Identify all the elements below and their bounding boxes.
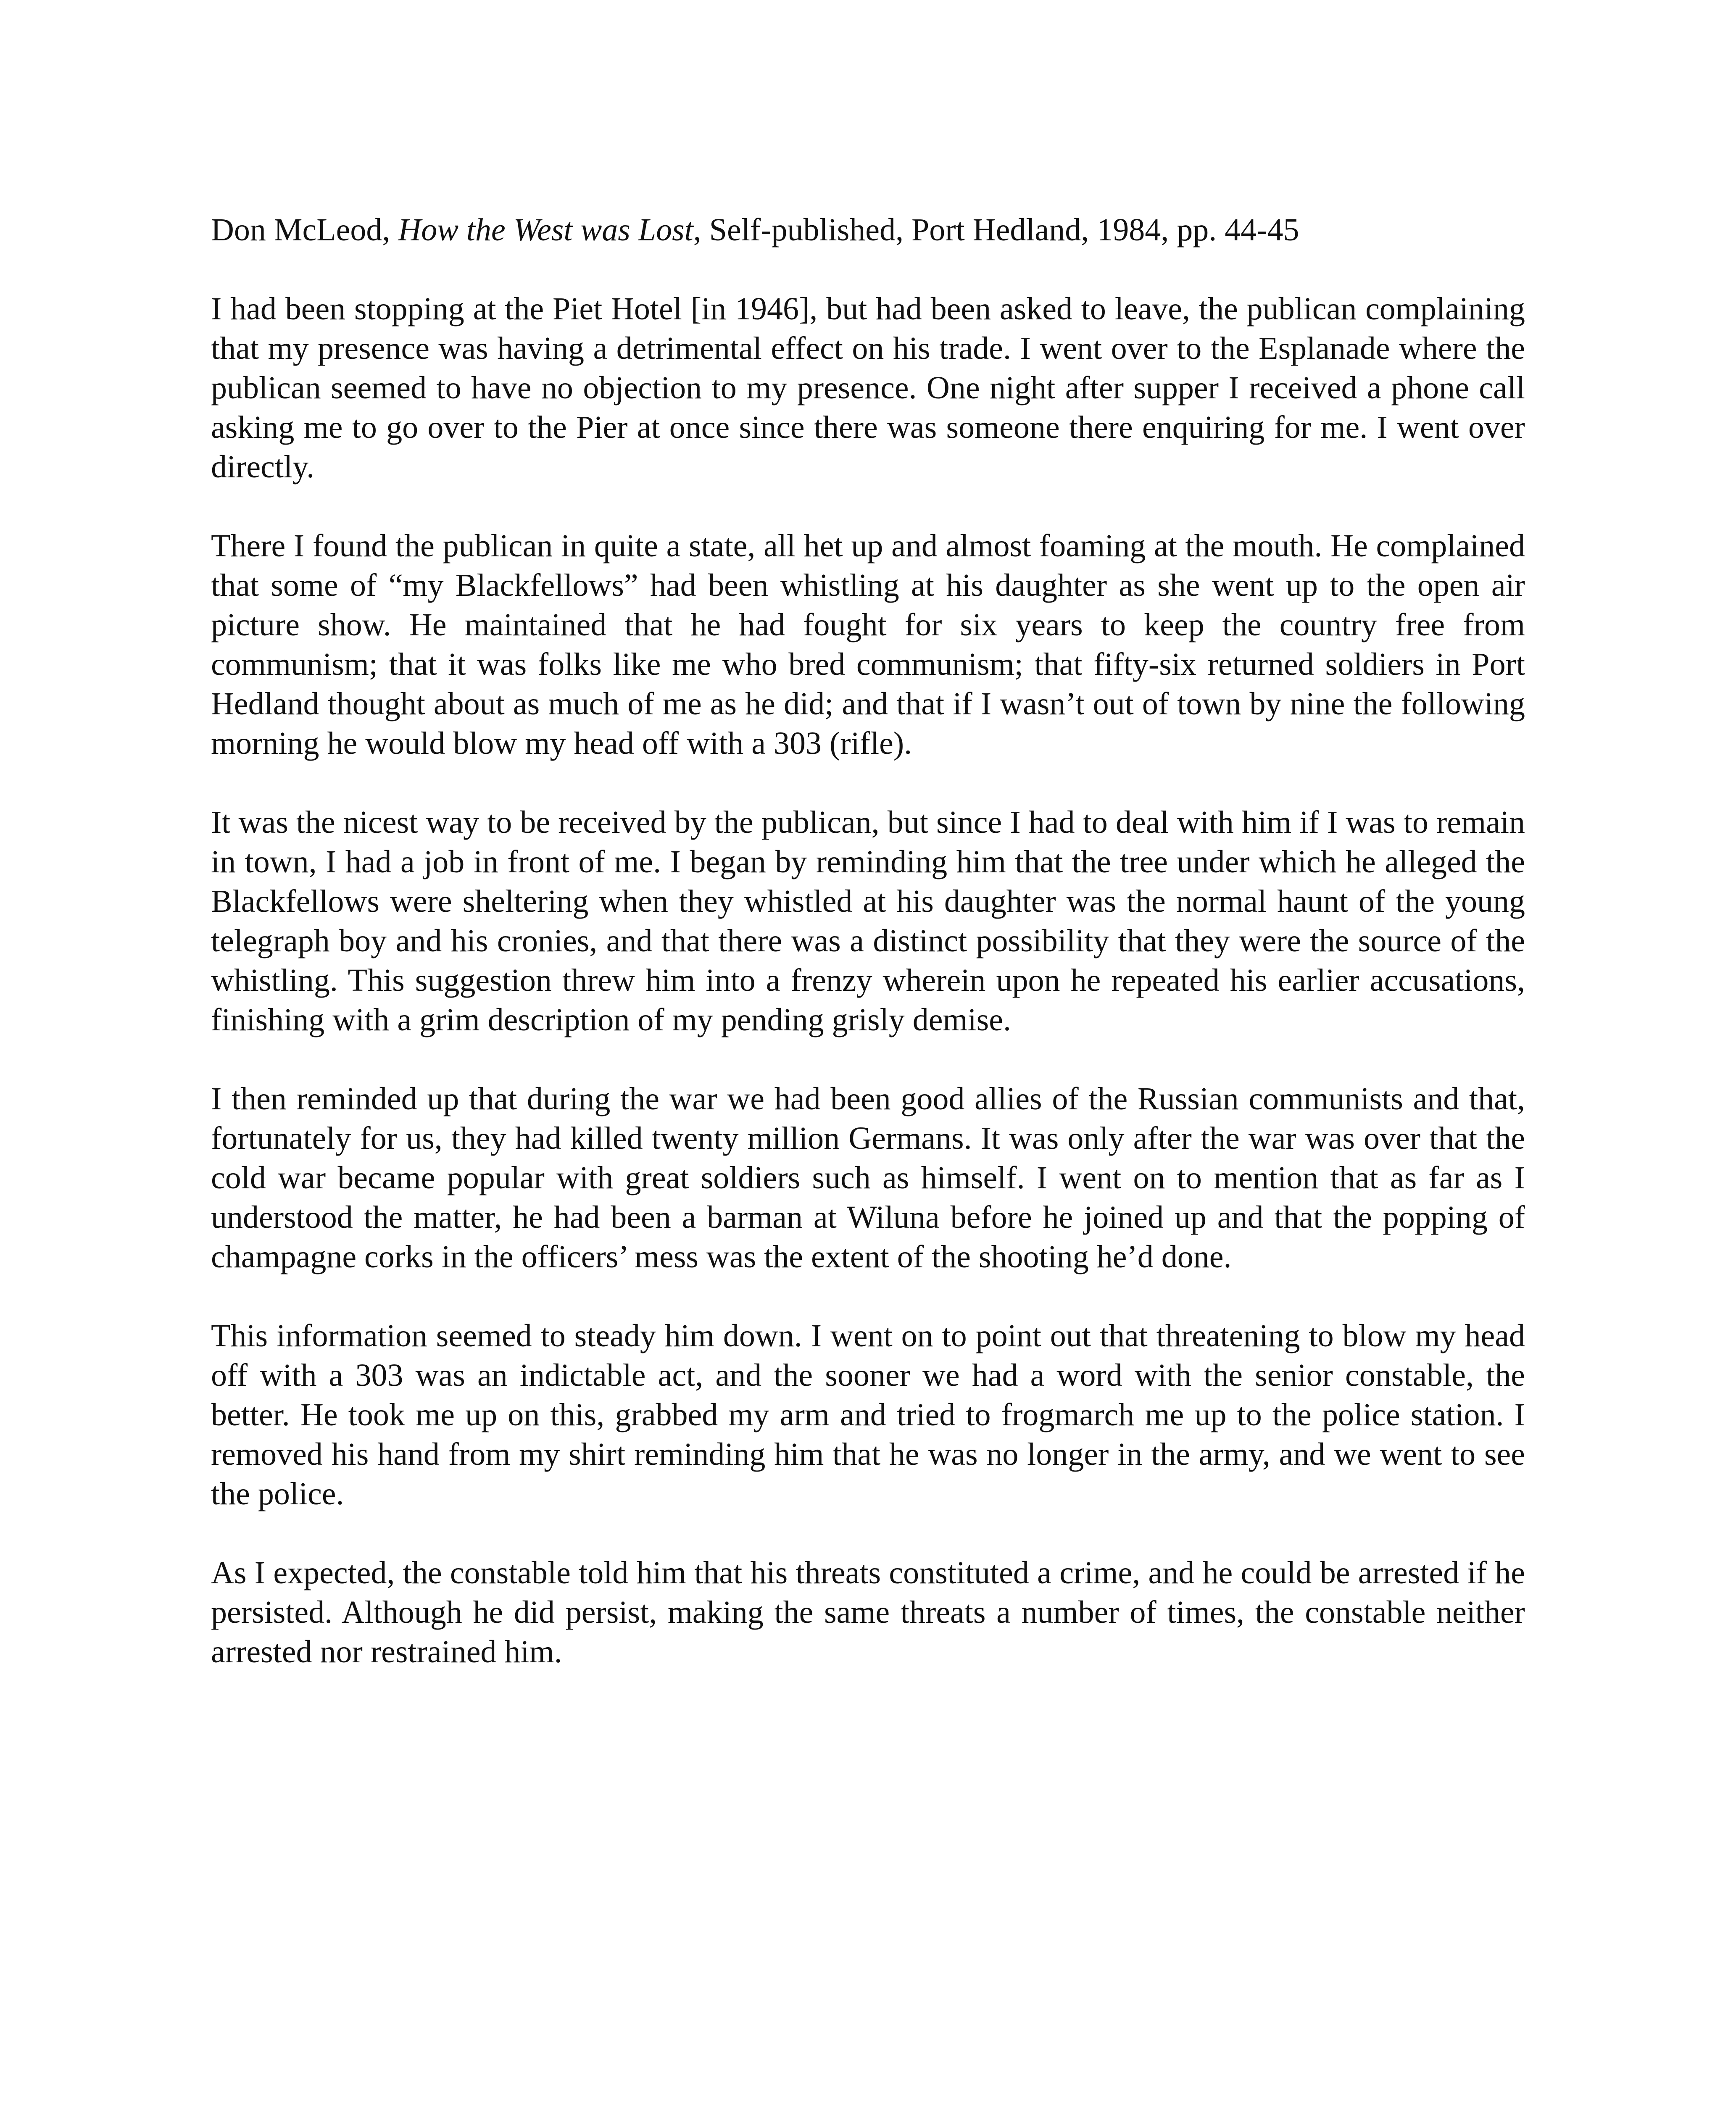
citation-author: Don McLeod,: [211, 212, 398, 247]
document-body: [211, 210, 1525, 1672]
citation-details: , Self-published, Port Hedland, 1984, pp. 44-45: [693, 212, 1299, 247]
paragraph-1: I had been stopping at the Piet Hotel [in 1946], but had been asked to leave, the publican complaining that my presence was having a detrimental effect on his trade. I went over to the Esplanade where the publican seemed to have no objection to my presence. One night after supper I received a phone call asking me to go over to the Pier at once since there was someone there enquiring for me. I went over directly.: [211, 291, 1525, 484]
paragraph-4: I then reminded up that during the war we had been good allies of the Russian communists and that, fortunately for us, they had killed twenty million Germans. It was only after the war was over that the cold war became popular with great soldiers such as himself. I went on to mention that as far as I understood the matter, he had been a barman at Wiluna before he joined up and that the popping of champagne corks in the officers’ mess was the extent of the shooting he’d done.: [211, 1081, 1525, 1274]
paragraph-3: It was the nicest way to be received by the publican, but since I had to deal with him if I was to remain in town, I had a job in front of me. I began by reminding him that the tree under which he alleged the Blackfellows were sheltering when they whistled at his daughter was the normal haunt of the young telegraph boy and his cronies, and that there was a distinct possibility that they were the source of the whistling. This suggestion threw him into a frenzy wherein upon he repeated his earlier accusations, finishing with a grim description of my pending grisly demise.: [211, 805, 1525, 1037]
paragraph-2: There I found the publican in quite a state, all het up and almost foaming at the mouth. He complained that some of “my Blackfellows” had been whistling at his daughter as she went up to the open air picture show. He maintained that he had fought for six years to keep the country free from communism; that it was folks like me who bred communism; that fifty-six returned soldiers in Port Hedland thought about as much of me as he did; and that if I wasn’t out of town by nine the following morning he would blow my head off with a 303 (rifle).: [211, 528, 1525, 761]
citation-title: How the West was Lost: [398, 212, 693, 247]
paragraph-5: This information seemed to steady him down. I went on to point out that threatening to blow my head off with a 303 was an indictable act, and the sooner we had a word with the senior constable, the better. He took me up on this, grabbed my arm and tried to frogmarch me up to the police station. I removed his hand from my shirt reminding him that he was no longer in the army, and we went to see the police.: [211, 1318, 1525, 1511]
paragraph-6: As I expected, the constable told him that his threats constituted a crime, and he could be arrested if he persisted. Although he did persist, making the same threats a number of times, the constable neither arrested nor restrained him.: [211, 1555, 1525, 1669]
source-citation: [211, 210, 1525, 250]
